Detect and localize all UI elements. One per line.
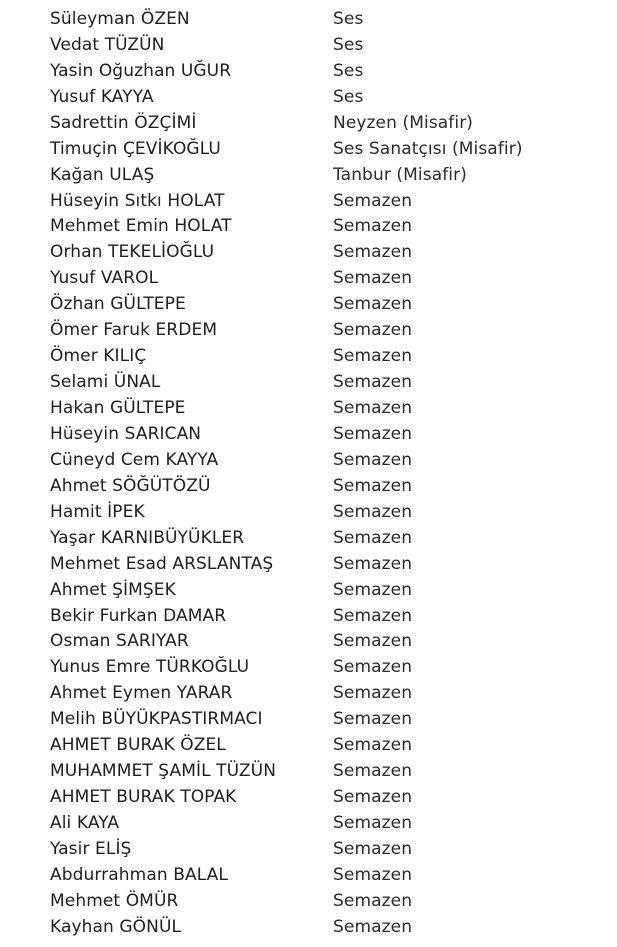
- member-name: Hakan GÜLTEPE: [50, 398, 186, 419]
- member-role: Semazen: [333, 320, 413, 341]
- member-role: Semazen: [333, 372, 413, 393]
- member-role: Semazen: [333, 268, 413, 289]
- roster-row: [50, 525, 610, 551]
- roster-row: [50, 188, 610, 214]
- member-role: Tanbur (Misafir): [333, 164, 467, 185]
- roster-row: [50, 291, 610, 317]
- roster-row: [50, 239, 610, 265]
- roster-row: [50, 888, 610, 914]
- roster-row: [50, 6, 610, 32]
- member-name: Selami ÜNAL: [50, 372, 161, 393]
- member-role: Semazen: [333, 657, 413, 678]
- roster-row: [50, 32, 610, 58]
- roster-list: [50, 6, 610, 940]
- member-role: Semazen: [333, 813, 413, 834]
- member-name: Hüseyin Sıtkı HOLAT: [50, 190, 225, 211]
- member-role: Ses: [333, 86, 364, 107]
- member-name: Mehmet ÖMÜR: [50, 890, 179, 911]
- roster-row: [50, 343, 610, 369]
- member-name: Yunus Emre TÜRKOĞLU: [50, 657, 250, 678]
- member-role: Ses: [333, 60, 364, 81]
- member-role: Semazen: [333, 787, 413, 808]
- member-role: Semazen: [333, 890, 413, 911]
- roster-row: [50, 758, 610, 784]
- member-name: Yasir ELİŞ: [50, 838, 132, 859]
- member-name: Mehmet Emin HOLAT: [50, 216, 232, 237]
- member-name: MUHAMMET ŞAMİL TÜZÜN: [50, 761, 277, 782]
- roster-row: [50, 499, 610, 525]
- roster-row: [50, 577, 610, 603]
- member-role: Ses Sanatçısı (Misafir): [333, 138, 523, 159]
- roster-row: [50, 680, 610, 706]
- roster-row: [50, 810, 610, 836]
- roster-row: [50, 84, 610, 110]
- member-name: Yusuf KAYYA: [50, 86, 154, 107]
- roster-row: [50, 862, 610, 888]
- member-name: Cüneyd Cem KAYYA: [50, 449, 219, 470]
- member-role: Semazen: [333, 553, 413, 574]
- member-role: Semazen: [333, 242, 413, 263]
- roster-row: [50, 603, 610, 629]
- roster-row: [50, 836, 610, 862]
- member-name: Bekir Furkan DAMAR: [50, 605, 227, 626]
- member-role: Semazen: [333, 683, 413, 704]
- member-role: Ses: [333, 8, 364, 29]
- member-name: Özhan GÜLTEPE: [50, 294, 186, 315]
- member-name: Timuçin ÇEVİKOĞLU: [50, 138, 221, 159]
- roster-row: [50, 914, 610, 940]
- roster-row: [50, 654, 610, 680]
- member-name: Abdurrahman BALAL: [50, 864, 228, 885]
- member-name: Kayhan GÖNÜL: [50, 916, 182, 937]
- member-role: Semazen: [333, 709, 413, 730]
- member-role: Semazen: [333, 449, 413, 470]
- member-name: Ömer KILIÇ: [50, 346, 147, 367]
- roster-row: [50, 784, 610, 810]
- roster-row: [50, 447, 610, 473]
- member-name: AHMET BURAK TOPAK: [50, 787, 237, 808]
- member-name: Vedat TÜZÜN: [50, 34, 165, 55]
- member-role: Semazen: [333, 216, 413, 237]
- member-role: Semazen: [333, 398, 413, 419]
- member-name: Yusuf VAROL: [50, 268, 159, 289]
- member-role: Semazen: [333, 475, 413, 496]
- roster-row: [50, 629, 610, 655]
- member-name: Yasin Oğuzhan UĞUR: [50, 60, 232, 81]
- member-role: Semazen: [333, 761, 413, 782]
- member-role: Semazen: [333, 190, 413, 211]
- member-role: Semazen: [333, 838, 413, 859]
- roster-row: [50, 732, 610, 758]
- member-role: Semazen: [333, 501, 413, 522]
- member-name: Ali KAYA: [50, 813, 120, 834]
- member-name: Kağan ULAŞ: [50, 164, 155, 185]
- roster-row: [50, 473, 610, 499]
- member-role: Semazen: [333, 294, 413, 315]
- member-name: Ahmet SÖĞÜTÖZÜ: [50, 475, 211, 496]
- roster-row: [50, 421, 610, 447]
- roster-row: [50, 58, 610, 84]
- member-role: Semazen: [333, 605, 413, 626]
- member-role: Semazen: [333, 527, 413, 548]
- roster-row: [50, 369, 610, 395]
- member-name: Orhan TEKELİOĞLU: [50, 242, 215, 263]
- member-name: Yaşar KARNIBÜYÜKLER: [50, 527, 245, 548]
- member-name: Ömer Faruk ERDEM: [50, 320, 218, 341]
- member-name: Hamit İPEK: [50, 501, 145, 522]
- member-name: Ahmet Eymen YARAR: [50, 683, 233, 704]
- roster-row: [50, 214, 610, 240]
- member-name: Melih BÜYÜKPASTIRMACI: [50, 709, 263, 730]
- roster-row: [50, 317, 610, 343]
- member-role: Semazen: [333, 423, 413, 444]
- roster-row: [50, 265, 610, 291]
- roster-row: [50, 162, 610, 188]
- roster-row: [50, 706, 610, 732]
- member-role: Neyzen (Misafir): [333, 112, 474, 133]
- member-name: Hüseyin SARICAN: [50, 423, 202, 444]
- member-name: Osman SARIYAR: [50, 631, 189, 652]
- roster-row: [50, 110, 610, 136]
- member-name: Mehmet Esad ARSLANTAŞ: [50, 553, 274, 574]
- member-name: AHMET BURAK ÖZEL: [50, 735, 226, 756]
- member-name: Ahmet ŞİMŞEK: [50, 579, 176, 600]
- roster-row: [50, 551, 610, 577]
- member-role: Semazen: [333, 864, 413, 885]
- roster-row: [50, 395, 610, 421]
- member-role: Ses: [333, 34, 364, 55]
- member-role: Semazen: [333, 579, 413, 600]
- member-role: Semazen: [333, 346, 413, 367]
- member-role: Semazen: [333, 631, 413, 652]
- member-name: Süleyman ÖZEN: [50, 8, 190, 29]
- roster-row: [50, 136, 610, 162]
- member-role: Semazen: [333, 735, 413, 756]
- member-name: Sadrettin ÖZÇİMİ: [50, 112, 197, 133]
- member-role: Semazen: [333, 916, 413, 937]
